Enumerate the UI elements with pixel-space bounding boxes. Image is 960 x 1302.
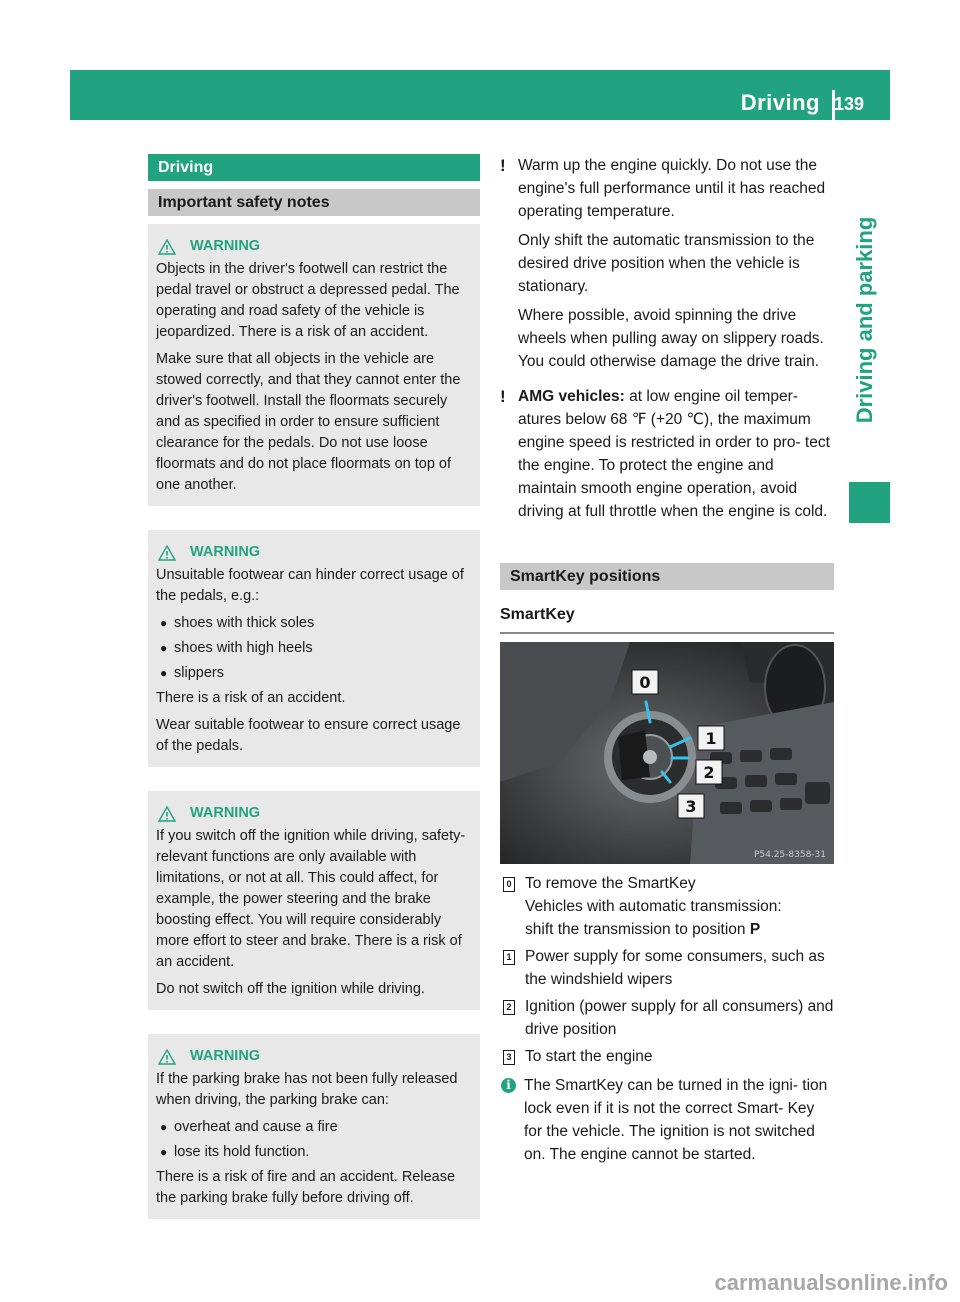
- subsection-title: Important safety notes: [148, 189, 480, 216]
- position-number: 1: [503, 950, 515, 965]
- warning-text: There is a risk of an accident.: [156, 690, 346, 706]
- section-title: SmartKey positions: [500, 563, 834, 590]
- info-note: i The SmartKey can be turned in the igni- tion lock even if it is not the correct Smart- Key for the vehicle. The ignition is not switched on. The engine cannot be started.: [500, 1074, 834, 1166]
- side-tab: [845, 170, 885, 470]
- warning-title: WARNING: [156, 236, 472, 257]
- warning-text: Wear suitable footwear to ensure correct usage of the pedals.: [156, 717, 461, 754]
- list-item: ● overheat and cause a fire: [160, 1119, 338, 1135]
- list-item: ● shoes with high heels: [160, 640, 313, 656]
- warning-triangle-icon: [158, 806, 176, 822]
- side-tab-label: Driving and parking: [852, 216, 877, 424]
- warning-text: There is a risk of fire and an accident. Release the parking brake fully before driving off.: [156, 1169, 456, 1206]
- position-number: 3: [503, 1050, 515, 1065]
- warning-triangle-icon: [158, 545, 176, 561]
- svg-text:1: 1: [705, 729, 717, 748]
- warning-box: [148, 791, 480, 1010]
- warning-box: [148, 530, 480, 767]
- warning-text: If you switch off the ignition while driving, safety-relevant functions are only available with limitations, or not at all. This could affect, for example, the power steering and the brake boosting effect. You will require considerably more effort to steer and brake. There is a risk of an accident.: [156, 828, 466, 970]
- warning-triangle-icon: [158, 1049, 176, 1065]
- left-column: [148, 154, 480, 1219]
- side-tab-marker: [849, 482, 890, 523]
- warning-text: Make sure that all objects in the vehicle are stowed correctly, and that they cannot enter the driver's footwell. Install the floormats securely and as specified in order to ensure sufficient clearance for the pedals. Do not use loose floormats and do not place floormats on top of one another.: [156, 351, 461, 493]
- smartkey-ignition-photo: [500, 642, 834, 864]
- warning-triangle-icon: [158, 239, 176, 255]
- warning-box: [148, 224, 480, 506]
- warning-title: WARNING: [156, 803, 472, 824]
- svg-text:2: 2: [703, 763, 715, 782]
- exclamation-icon: !: [500, 156, 506, 175]
- warning-text: Do not switch off the ignition while driving.: [156, 981, 425, 997]
- svg-text:0: 0: [639, 673, 651, 692]
- topic-title: SmartKey: [500, 598, 834, 634]
- header-title: Driving: [740, 90, 820, 115]
- svg-text:P54.25-8358-31: P54.25-8358-31: [753, 850, 826, 860]
- exclamation-icon: !: [500, 387, 506, 406]
- list-item: ● shoes with thick soles: [160, 615, 315, 631]
- warning-text: Objects in the driver's footwell can restrict the pedal travel or obstruct a depressed pedal. The operating and road safety of the vehicle is jeopardized. There is a risk of an accident.: [156, 261, 460, 340]
- position-number: 2: [503, 1000, 515, 1015]
- warning-box: [148, 1034, 480, 1219]
- page-number: 139: [833, 94, 864, 114]
- warning-text: Unsuitable footwear can hinder correct usage of the pedals, e.g.:: [156, 567, 464, 604]
- list-item: 1 Power supply for some consumers, such as the windshield wipers: [500, 945, 834, 991]
- position-number: 0: [503, 877, 515, 892]
- caution-note: ! AMG vehicles: at low engine oil temper- atures below 68 ℉ (+20 ℃), the maximum engine speed is restricted in order to pro- tect the engine. To protect the engine and maintain smooth engine operation, avoid driving at full throttle when the engine is cold.: [500, 385, 834, 523]
- right-column: [500, 154, 834, 1166]
- footer-watermark: carmanualsonline.info: [714, 1270, 948, 1295]
- list-item: ● lose its hold function.: [160, 1144, 310, 1160]
- svg-text:3: 3: [685, 797, 697, 816]
- section-title: Driving: [148, 154, 480, 181]
- warning-text: If the parking brake has not been fully released when driving, the parking brake can:: [156, 1071, 458, 1108]
- warning-title: WARNING: [156, 1046, 472, 1067]
- caution-note: ! Warm up the engine quickly. Do not use the engine's full performance until it has reached operating temperature. Only shift the automatic transmission to the desired drive position when the vehicle is stationary. Where possible, avoid spinning the drive wheels when pulling away on slippery roads. You could otherwise damage the drive train.: [500, 154, 834, 373]
- list-item: 3 To start the engine: [500, 1045, 834, 1068]
- list-item: 2 Ignition (power supply for all consumers) and drive position: [500, 995, 834, 1041]
- warning-title: WARNING: [156, 542, 472, 563]
- list-item: 0 To remove the SmartKey Vehicles with automatic transmission: shift the transmission to position P: [500, 872, 834, 941]
- info-icon: i: [501, 1078, 516, 1093]
- list-item: ● slippers: [160, 665, 224, 681]
- page-header: [70, 70, 890, 120]
